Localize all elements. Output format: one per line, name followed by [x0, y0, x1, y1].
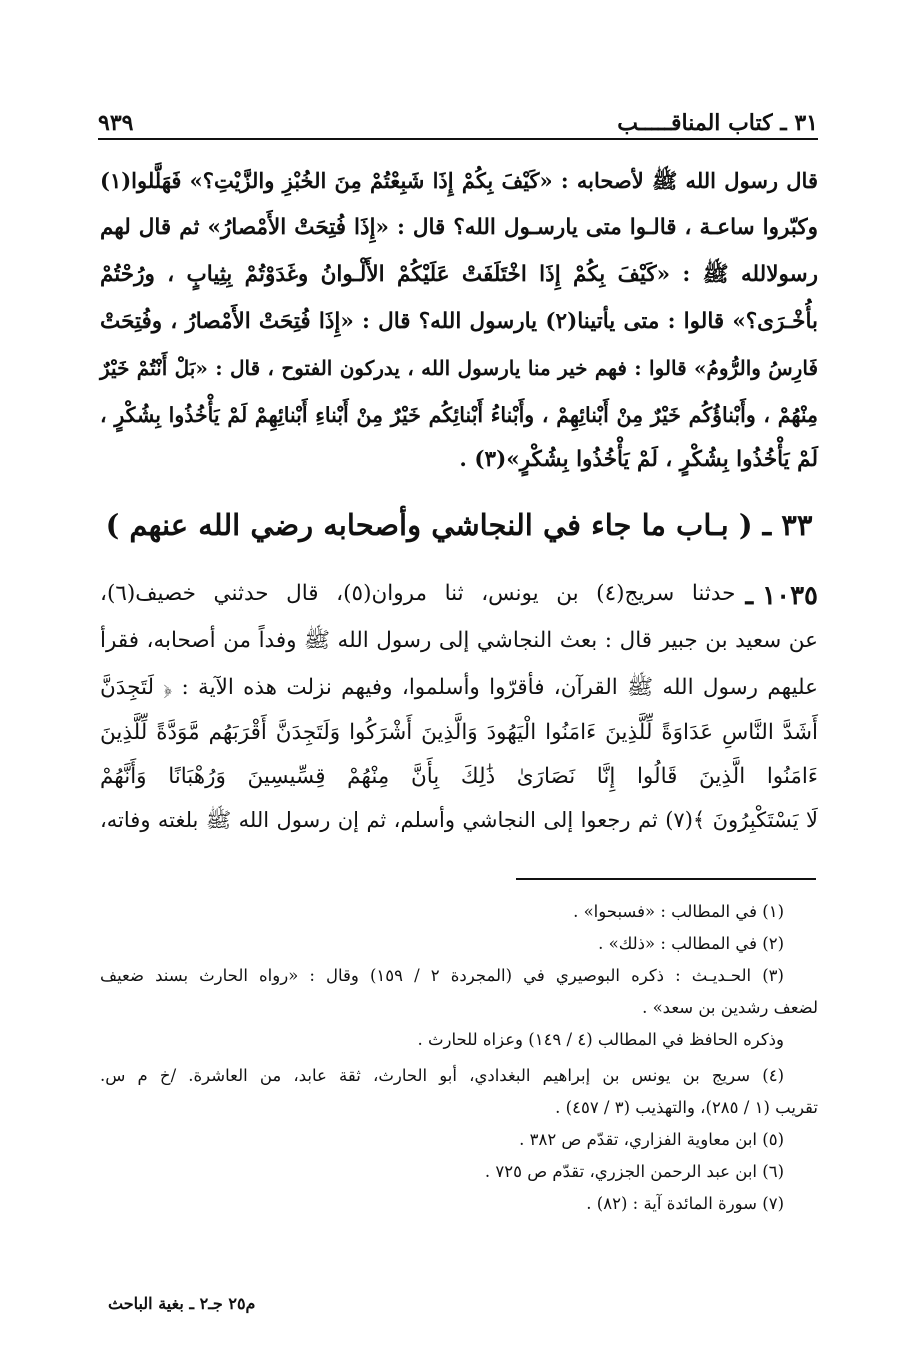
footnote-continuation: لضعف رشدين بن سعد» . [642, 998, 818, 1017]
printer-signature: م٢٥ جـ٢ ـ بغية الباحث [108, 1294, 256, 1313]
footnote-divider [516, 878, 816, 880]
text-line: وكبّروا ساعـة ، قالـوا متى يارسـول الله؟ قال : «إِذَا فُتِحَتْ الأَمْصارُ» ثم قال لهم [100, 215, 818, 240]
text-line: فَارِسُ والرُّومُ» قالوا : فهم خير منا يارسول الله ، يدركون الفتوح ، قال : «بَلْ أَنْتُمْ خَيْرٌ [100, 356, 818, 380]
running-head-chapter: ٣١ ـ كتاب المناقـــــب [617, 110, 818, 136]
footnote: (٣) الحـديـث : ذكره البوصيري في (المجردة ٢ / ١٥٩) وقال : «رواه الحارث بسند ضعيف [100, 966, 784, 985]
footnote: (٥) ابن معاوية الفزاري، تقدّم ص ٣٨٢ . [519, 1130, 784, 1149]
footnote: (١) في المطالب : «فسبحوا» . [573, 902, 784, 921]
text-line: لَمْ يَأْخُذُوا بِشُكْرٍ ، لَمْ يَأْخُذُوا بِشُكْرٍ»(٣) . [459, 447, 818, 472]
footnote-continuation: تقريب (١ / ٢٨٥)، والتهذيب (٣ / ٤٥٧) . [555, 1098, 818, 1117]
text-line [100, 583, 818, 609]
footnote: (٧) سورة المائدة آية : (٨٢) . [586, 1194, 784, 1213]
quran-verse-line: ءَامَنُوا الَّذِينَ قَالُوا إِنَّا نَصَارَىٰ ذَٰلِكَ بِأَنَّ مِنْهُمْ قِسِّيسِينَ وَرُهْبَانًا وَأَنَّهُمْ [100, 764, 818, 789]
quran-verse-line: أَشَدَّ النَّاسِ عَدَاوَةً لِّلَّذِينَ ءَامَنُوا الْيَهُودَ وَالَّذِينَ أَشْرَكُوا وَلَتَجِدَنَّ أَقْرَبَهُم مَّوَدَّةً لِّلَّذِينَ [100, 720, 818, 745]
text-line: عن سعيد بن جبير قال : بعث النجاشي إلى رسول الله ﷺ وفداً من أصحابه، فقرأ [100, 628, 818, 653]
page-number: ٩٣٩ [98, 110, 134, 136]
header-divider [98, 138, 818, 140]
text-line: مِنْهُمْ ، وأَبْناؤُكُم خَيْرٌ مِنْ أَبْنائِهِمْ ، وأَبْناءُ أَبْنائِكُم خَيْرٌ مِنْ أَبْناءِ أَبْنائِهِمْ لَمْ يَأْخُذُوا بِشُكْرٍ ، [100, 403, 818, 427]
isnad-text: حدثنا سريج(٤) بن يونس، ثنا مروان(٥)، قال حدثني خصيف(٦)، [100, 581, 736, 606]
text-line: بأُخْـرَى؟» قالوا : متى يأتينا(٢) يارسول الله؟ قال : «إِذَا فُتِحَتْ الأَمْصارُ ، وفُتِحَتْ [100, 309, 818, 334]
hadith-number: ١٠٣٥ ـ [745, 581, 818, 611]
footnote: (٢) في المطالب : «ذلك» . [598, 934, 784, 953]
text-line: لَا يَسْتَكْبِرُونَ ﴾(٧) ثم رجعوا إلى النجاشي وأسلم، ثم إن رسول الله ﷺ بلغته وفاته، [100, 808, 819, 832]
text-line: قال رسول الله ﷺ لأصحابه : «كَيْفَ بِكُمْ إِذَا شَبِعْتُمْ مِنَ الخُبْزِ والزَّيْتِ؟» فَهَلَّلوا(١) [100, 168, 818, 193]
footnote: وذكره الحافظ في المطالب (٤ / ١٤٩) وعزاه للحارث . [417, 1030, 784, 1049]
footnote: (٦) ابن عبد الرحمن الجزري، تقدّم ص ٧٢٥ . [484, 1162, 784, 1181]
footnote: (٤) سريج بن يونس بن إبراهيم البغدادي، أبو الحارث، ثقة عابد، من العاشرة. /خ م س. [100, 1066, 784, 1085]
running-head [98, 96, 818, 136]
text-line: عليهم رسول الله ﷺ القرآن، فأقرّوا وأسلموا، وفيهم نزلت هذه الآية : ﴿ لَتَجِدَنَّ [100, 675, 818, 700]
chapter-heading: ٣٣ ـ ( بـاب ما جاء في النجاشي وأصحابه رضي الله عنهم ) [105, 508, 813, 542]
text-line: رسولالله ﷺ : «كَيْفَ بِكُمْ إِذَا اخْتَلَفَتْ عَلَيْكُمْ الأَلْـوانُ وغَدَوْتُمْ بِثِيابٍ ، ورُحْتُمْ [100, 262, 818, 287]
